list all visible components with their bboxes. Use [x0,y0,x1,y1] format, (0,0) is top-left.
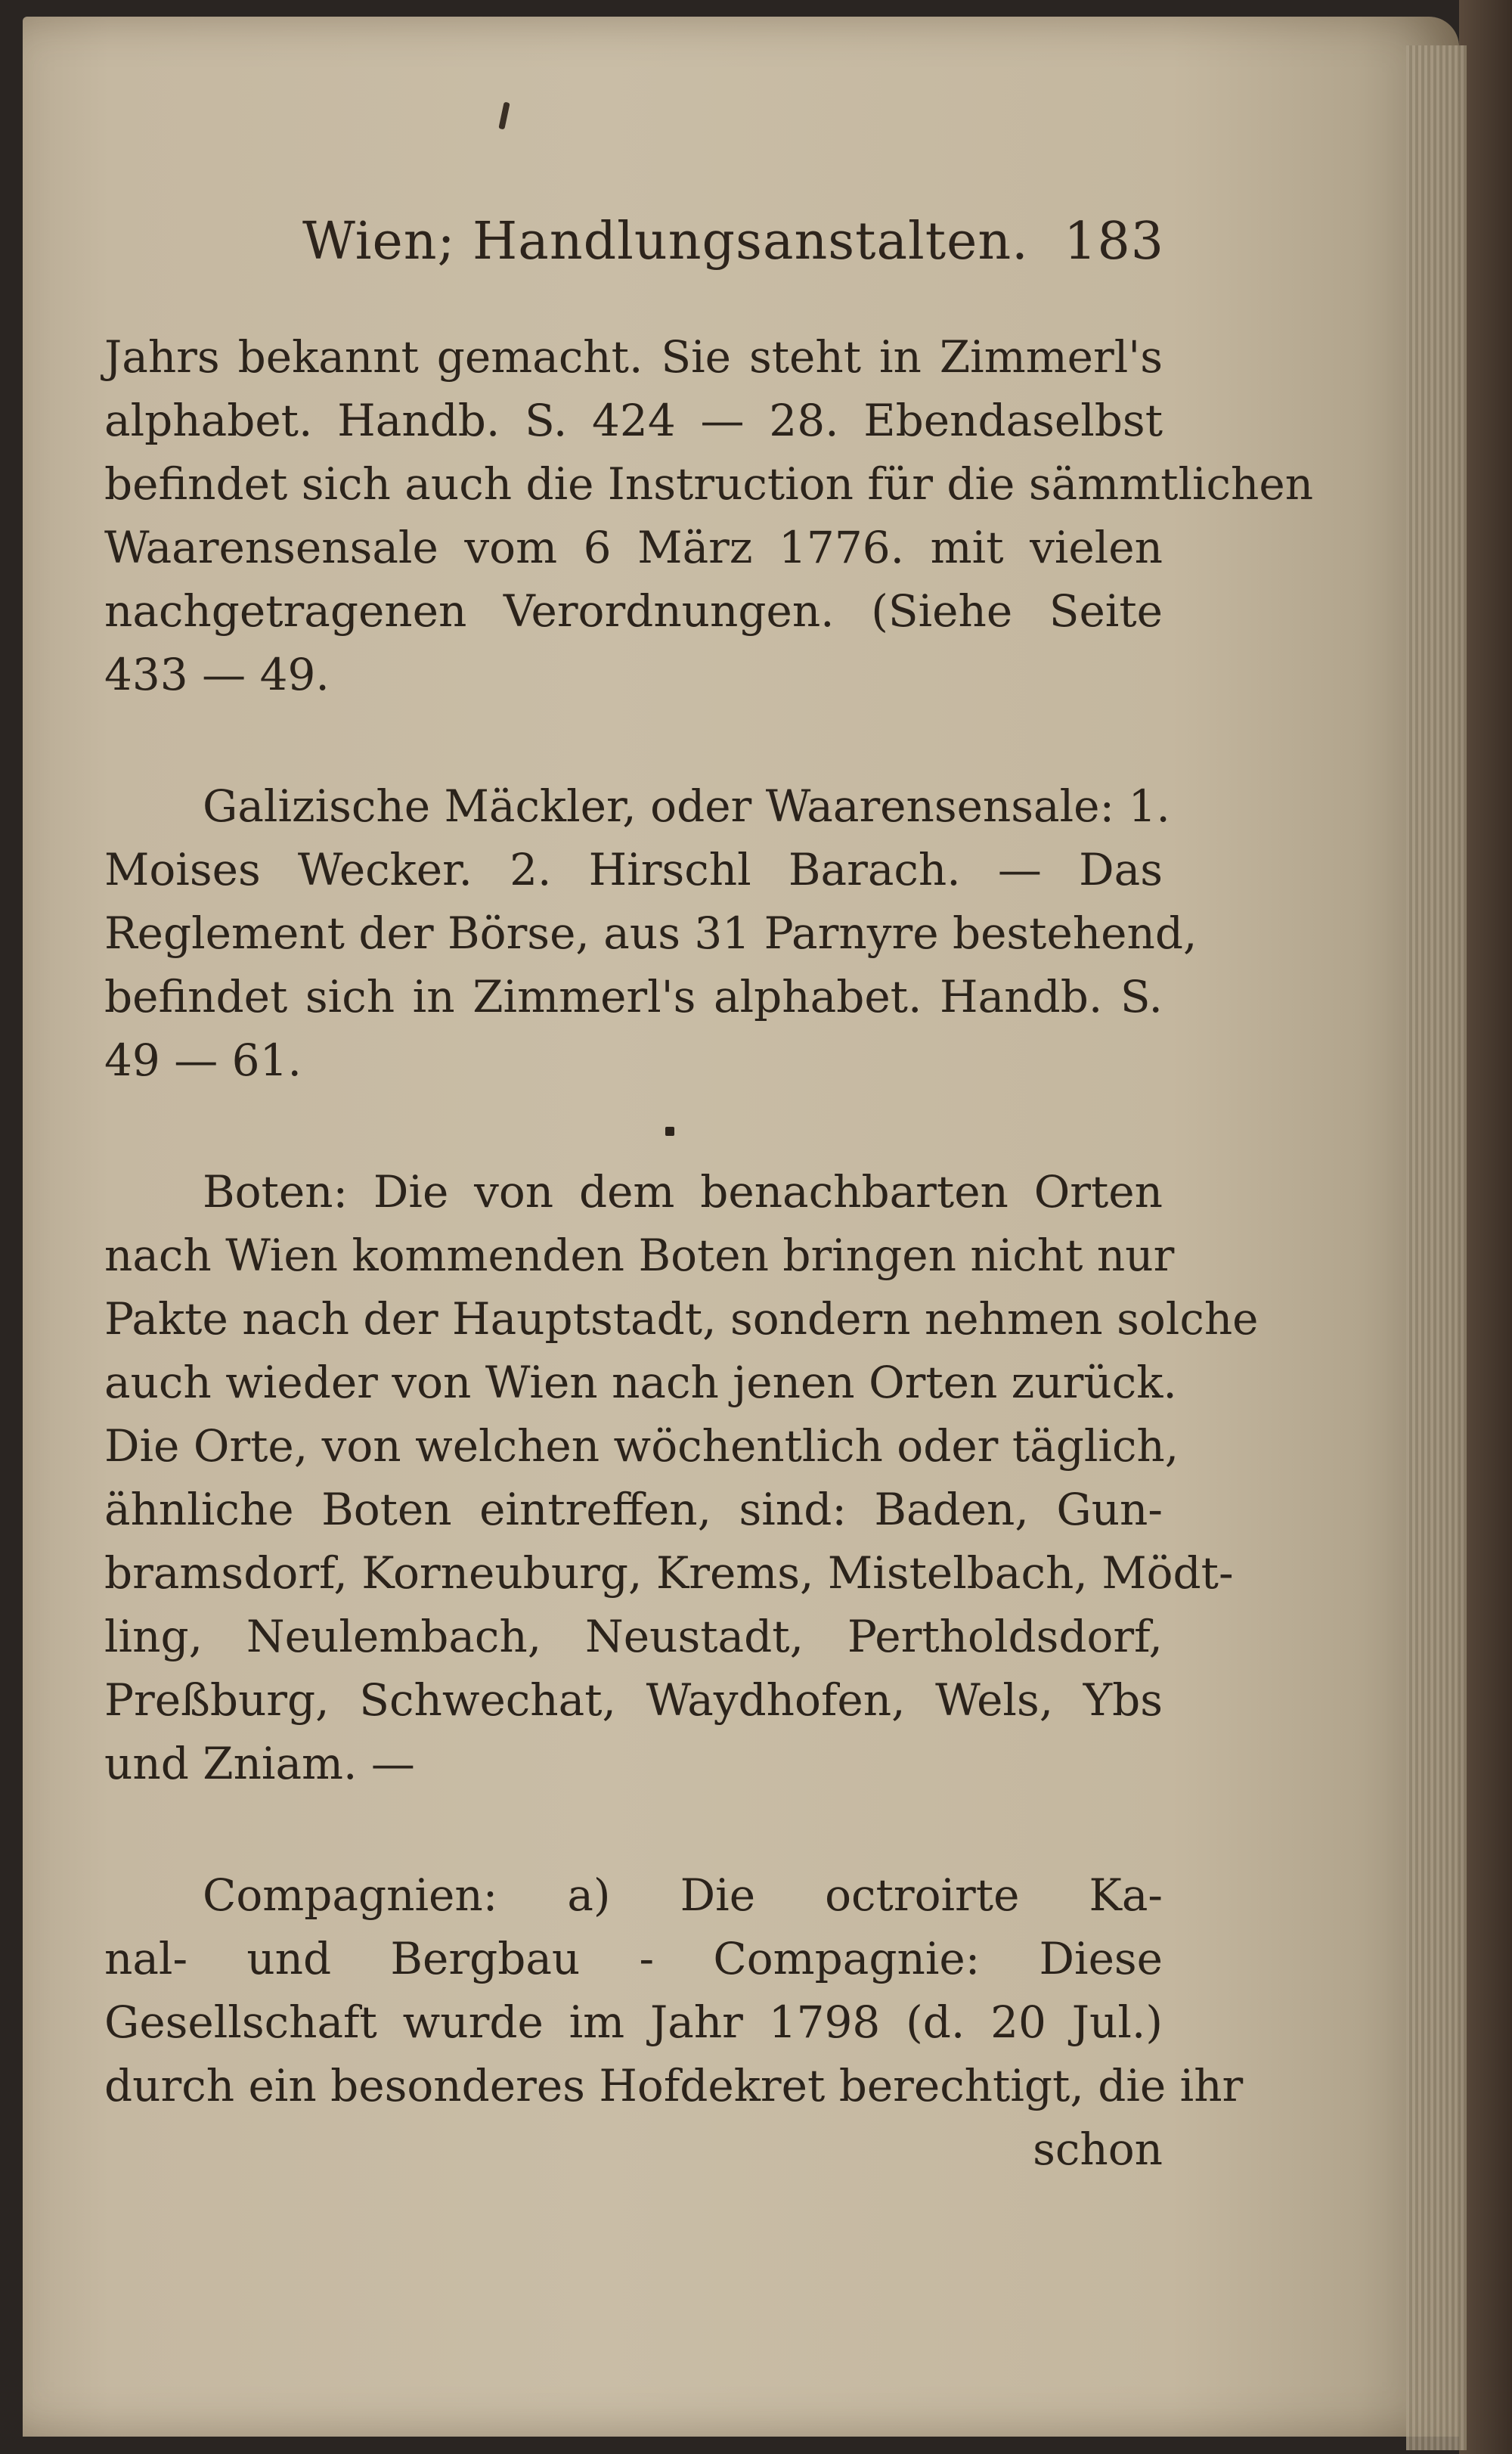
text-line: alphabet. Handb. S. 424 — 28. Ebendaselbst [104,395,1163,446]
text-line: Jahrs bekannt gemacht. Sie steht in Zimmerl's [104,331,1163,383]
text-line: ling, Neulembach, Neustadt, Pertholdsdorf, [104,1611,1163,1662]
text-line: nal- und Bergbau - Compagnie: Diese [104,1933,1163,1984]
text-line: Waarensensale vom 6 März 1776. mit vielen [104,522,1163,573]
text-line: Pakte nach der Hauptstadt, sondern nehmen solche [104,1293,1259,1345]
catchword: schon [1033,2124,1163,2175]
text-line: Gesellschaft wurde im Jahr 1798 (d. 20 Jul.) [104,1996,1163,2048]
paragraph-galizische-maeckler [104,774,1198,1092]
text-line: Galizische Mäckler, oder Waarensensale: 1. [203,780,1170,832]
text-line: Moises Wecker. 2. Hirschl Barach. — Das [104,844,1163,895]
paragraph-boten [104,1160,1259,1795]
running-head: Wien; Handlungsanstalten. [302,212,1029,271]
text-line: nachgetragenen Verordnungen. (Siehe Seite [104,585,1163,637]
page-edge [1406,45,1467,2450]
text-line: Compagnien: a) Die octroirte Ka- [203,1869,1163,1921]
text-line: befindet sich in Zimmerl's alphabet. Handb. S. [104,971,1163,1022]
text-line: nach Wien kommenden Boten bringen nicht nur [104,1230,1175,1281]
body-text [104,325,1314,2181]
text-line: durch ein besonderes Hofdekret berechtigt, die ihr [104,2060,1244,2111]
book-spine [1459,0,1512,2454]
text-line: 433 — 49. [104,649,330,700]
text-line: auch wieder von Wien nach jenen Orten zurück. [104,1357,1177,1408]
paragraph-continuation [104,325,1314,706]
text-line: Reglement der Börse, aus 31 Parnyre bestehend, [104,907,1198,959]
text-line: befindet sich auch die Instruction für die sämmtlichen [104,458,1314,510]
text-line: 49 — 61. [104,1035,302,1086]
text-line: ähnliche Boten eintreffen, sind: Baden, Gun- [104,1484,1163,1535]
page-header [302,212,1164,287]
page-number: 183 [1064,212,1164,271]
text-line: und Zniam. — [104,1738,415,1789]
text-line: Die Orte, von welchen wöchentlich oder täglich, [104,1420,1179,1472]
text-line: Boten: Die von dem benachbarten Orten [203,1166,1163,1218]
text-line: bramsdorf, Korneuburg, Krems, Mistelbach, Mödt- [104,1547,1234,1599]
paragraph-compagnien [104,1863,1244,2181]
text-line: Preßburg, Schwechat, Waydhofen, Wels, Ybs [104,1674,1163,1726]
